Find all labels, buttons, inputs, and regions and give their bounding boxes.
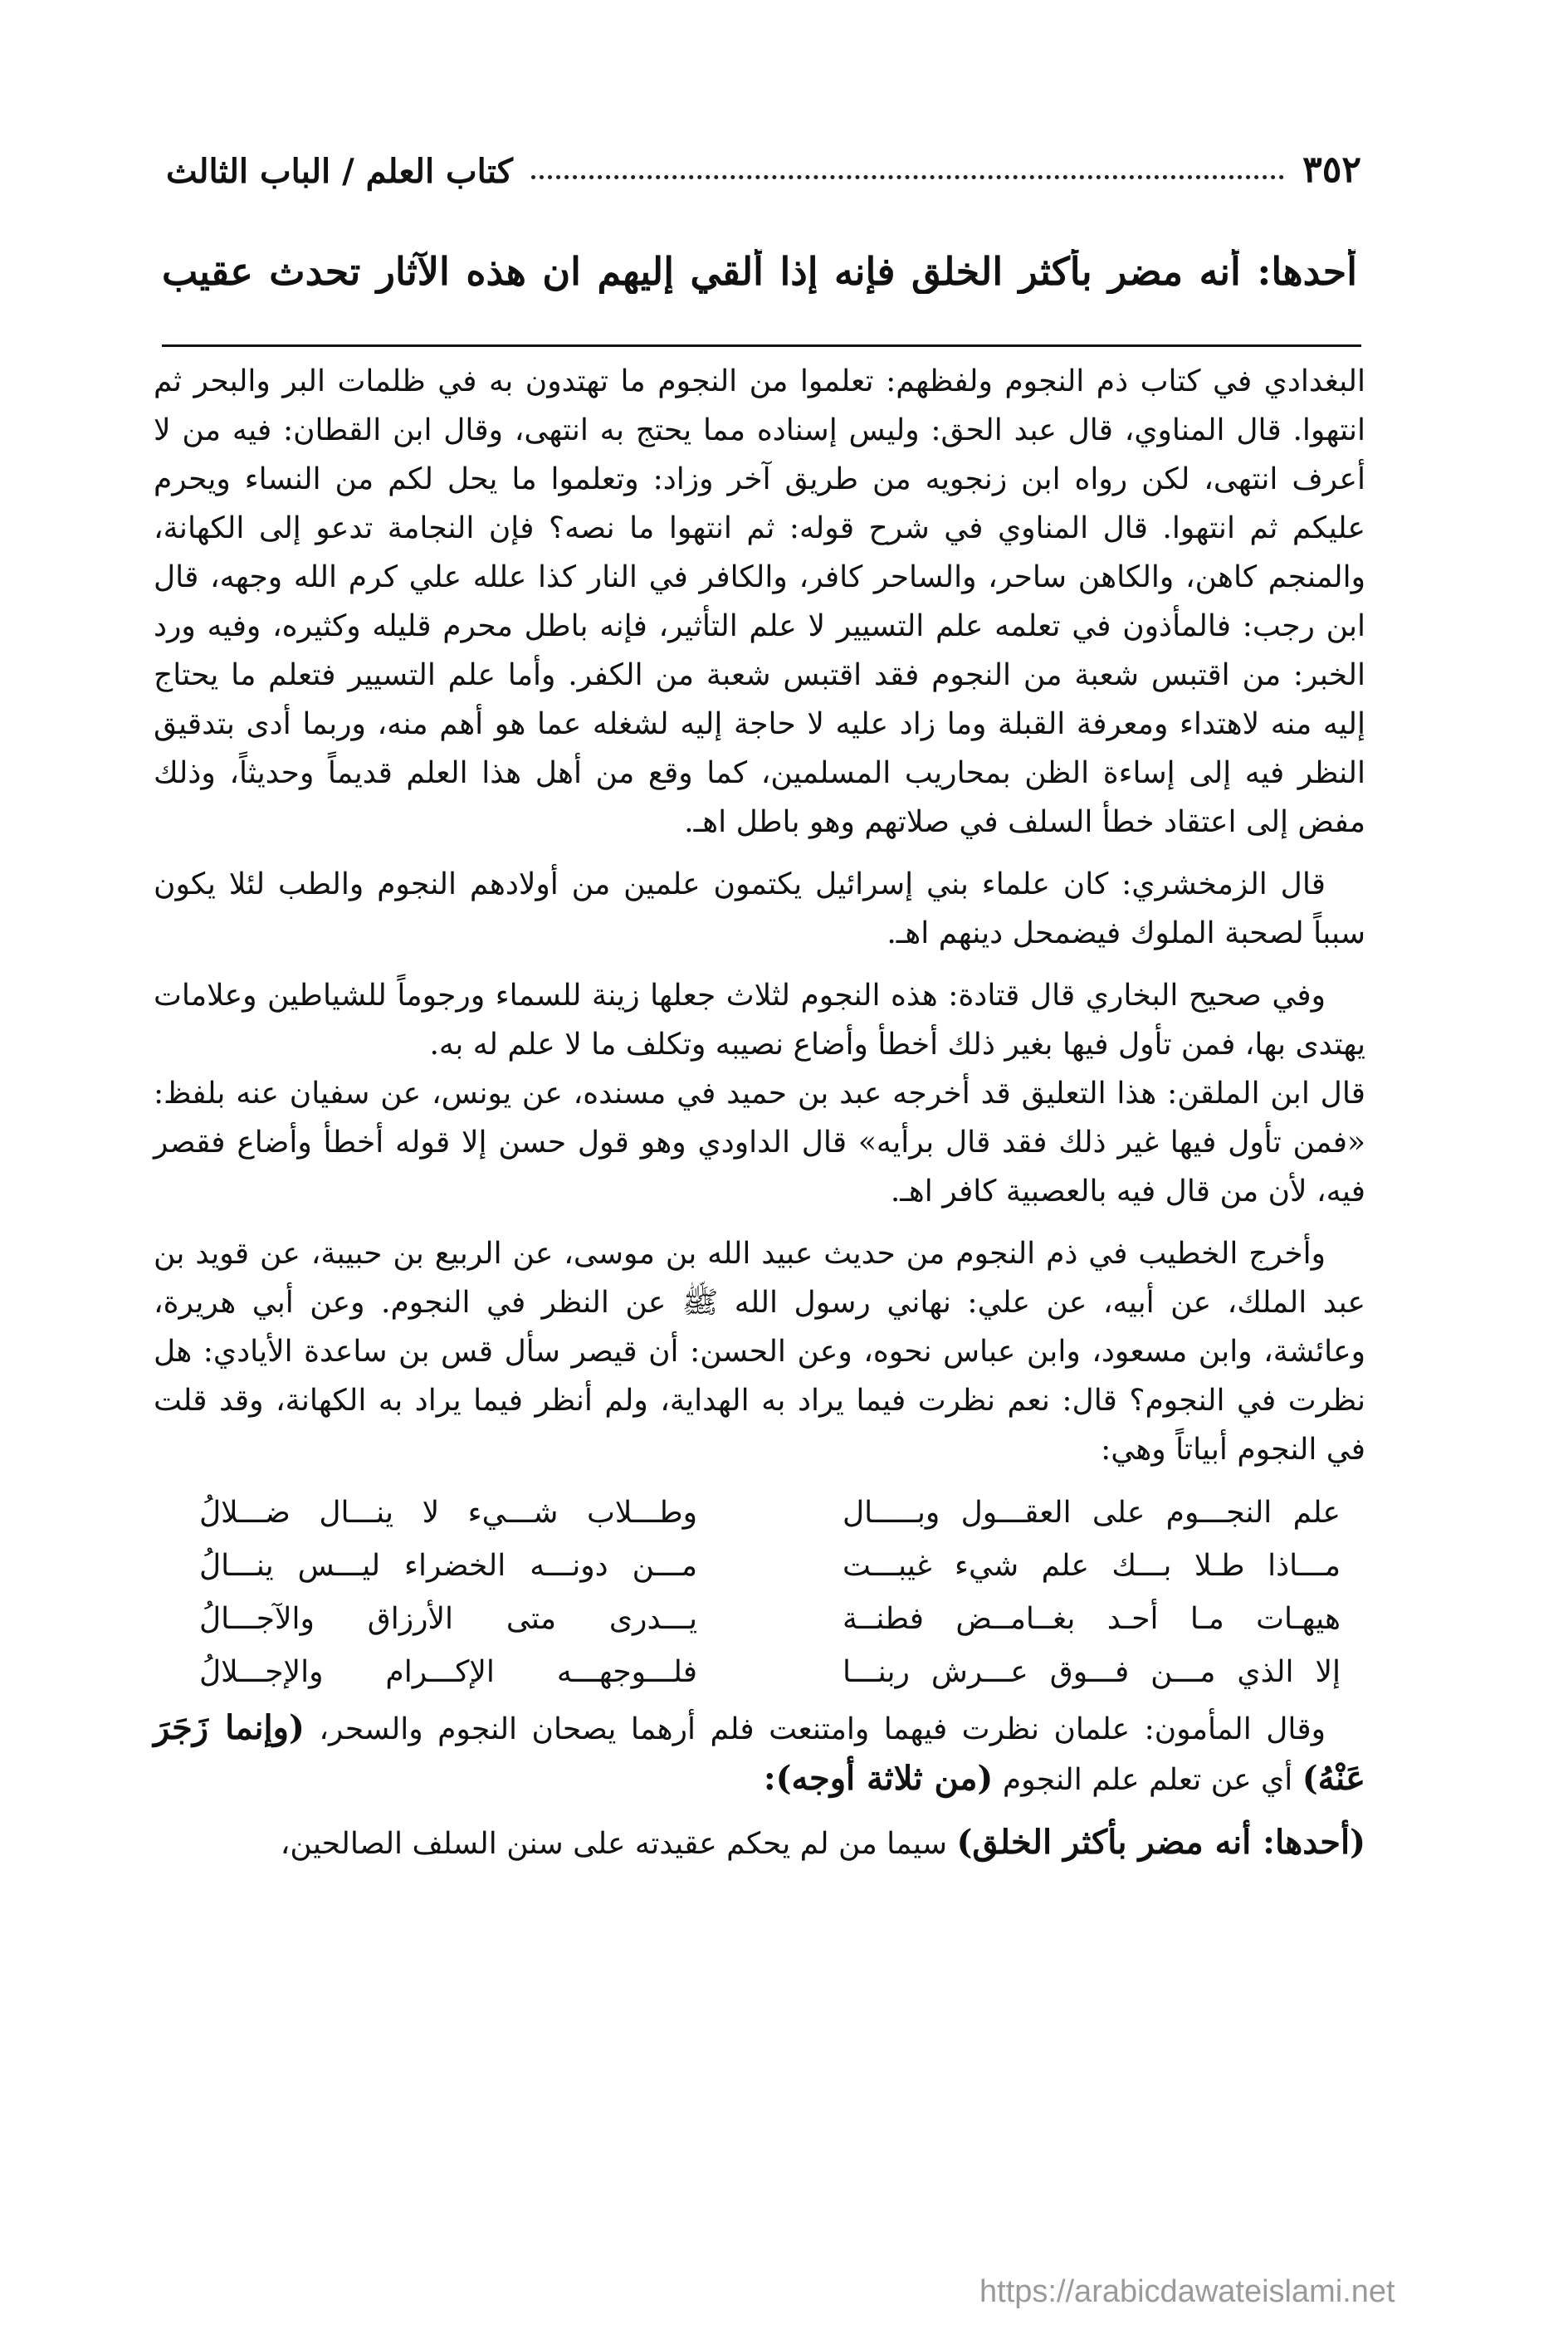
main-text-line [162, 249, 1357, 294]
page-number: ٣٥٢ [1302, 149, 1361, 191]
paragraph-6-rest: سيما من لم يحكم عقيدته على سنن السلف الصالحين، [280, 1827, 947, 1861]
poem-verse [154, 1645, 1365, 1698]
watermark-url: https://arabicdawateislami.net [979, 2274, 1395, 2309]
running-title: كتاب العلم / الباب الثالث [166, 152, 513, 191]
commentary-paragraph-1: البغدادي في كتاب ذم النجوم ولفظهم: تعلموا من النجوم ما تهتدون به في ظلمات البر والبحر ثم انتهوا. قال المناوي، قال عبد الحق: وليس إسناده مما يحتج به انتهى، وقال ابن القطان: فيه من لا أعرف انتهى، لكن رواه ابن زنجويه من طريق آخر وزاد: وتعلموا ما يحل لكم من النساء ويحرم عليكم ثم انتهوا. قال المناوي في شرح قوله: ثم انتهوا ما نصه؟ فإن النجامة تدعو إلى الكهانة، والمنجم كاهن، والكاهن ساحر، والساحر كافر، والكافر في النار كذا علله علي كرم الله وجهه، قال ابن رجب: فالمأذون في تعلمه علم التسيير لا علم التأثير، فإنه باطل محرم قليله وكثيره، وفيه ورد الخبر: من اقتبس شعبة من النجوم فقد اقتبس شعبة من الكفر. وأما علم التسيير فتعلم ما يحتاج إليه منه لاهتداء ومعرفة القبلة وما زاد عليه لا حاجة إليه لشغله عما هو أهم منه، وربما أدى بتدقيق النظر فيه إلى إساءة الظن بمحاريب المسلمين، كما وقع من أهل هذا العلم قديماً وحديثاً، وذلك مفض إلى اعتقاد خطأ السلف في صلاتهم وهو باطل اهـ. [154, 364, 1365, 839]
poem-hemistich-left: مـــن دونـــه الخضراء ليـــس ينـــالُ [199, 1548, 697, 1583]
commentary-paragraph-5 [154, 1703, 1365, 1804]
commentary-paragraph-6 [154, 1818, 1365, 1868]
commentary-paragraph-3a: وفي صحيح البخاري قال قتادة: هذه النجوم لثلاث جعلها زينة للسماء ورجوماً للشياطين وعلامات يهتدى بها، فمن تأول فيها بغير ذلك أخطأ وأضاع نصيبه وتكلف ما لا علم له به. [154, 979, 1365, 1062]
poem-hemistich-left: وطـــلاب شـــيء لا ينـــال ضـــلالُ [199, 1495, 697, 1530]
commentary-paragraph-2: قال الزمخشري: كان علماء بني إسرائيل يكتمون علمين من أولادهم النجوم والطب لئلا يكون سبباً لصحبة الملوك فيضمحل دينهم اهـ. [154, 867, 1365, 950]
commentary-body [154, 357, 1365, 1868]
poem-hemistich-left: فلـــوجهـــه الإكـــرام والإجـــلالُ [199, 1654, 697, 1689]
poem-verse [154, 1486, 1365, 1539]
matn-text: أنه مضر بأكثر الخلق فإنه إذا أُلقي إليهم ان هذه الآثار تحدث عقيب [162, 249, 1241, 294]
poem-verse [154, 1539, 1365, 1592]
commentary-paragraph-3b: قال ابن الملقن: هذا التعليق قد أخرجه عبد بن حميد في مسنده، عن يونس، عن سفيان عنه بلفظ: «فمن تأول فيها غير ذلك فقد قال برأيه» قال الداودي وهو قول حسن إلا قوله أخطأ وأضاع فقصر فيه، لأن من قال فيه بالعصبية كافر اهـ. [154, 1077, 1365, 1209]
page-header [166, 133, 1361, 191]
commentary-paragraph-4: وأخرج الخطيب في ذم النجوم من حديث عبيد الله بن موسى، عن الربيع بن حبيبة، عن قويد بن عبد الملك، عن أبيه، عن علي: نهاني رسول الله ﷺ عن النظر في النجوم. وعن أبي هريرة، وعائشة، وابن مسعود، وابن عباس نحوه، وعن الحسن: أن قيصر سأل قس بن ساعدة الأيادي: هل نظرت في النجوم؟ قال: نعم نظرت فيما يراد به الهداية، ولم أنظر فيما يراد به الكهانة، وقد قلت في النجوم أبياتاً وهي: [154, 1237, 1365, 1467]
separator-rule [162, 344, 1361, 347]
poem-hemistich-right: علم النجـــوم على العقـــول وبـــــال [843, 1495, 1341, 1530]
matn-quote-3: (أحدها: أنه مضر بأكثر الخلق) [956, 1823, 1365, 1862]
matn-quote-2: (من ثلاثة أوجه): [763, 1759, 994, 1798]
poem-hemistich-left: يـــدرى متى الأرزاق والآجـــالُ [199, 1601, 697, 1636]
paragraph-5-text: وقال المأمون: علمان نظرت فيهما وامتنعت فلم أرهما يصحان النجوم والسحر، [319, 1712, 1326, 1746]
poem-verse [154, 1592, 1365, 1645]
poem-hemistich-right: هيهـات مـا أحـد بغــامــض فطنــة [843, 1601, 1341, 1636]
poem [154, 1486, 1365, 1698]
poem-hemistich-right: إلا الذي مـــن فـــوق عـــرش ربنـــا [843, 1654, 1341, 1689]
matn-lead: أحدها: [1257, 249, 1357, 294]
header-dotted-leader [531, 175, 1284, 179]
paragraph-5-rest: أي عن تعلم علم النجوم [1002, 1763, 1293, 1797]
poem-hemistich-right: مـــاذا طـلا بـــك علم شيء غيبـــت [843, 1548, 1341, 1583]
matn-quote: (وإنما زَجَرَ عَنْهُ) [154, 1708, 1365, 1798]
